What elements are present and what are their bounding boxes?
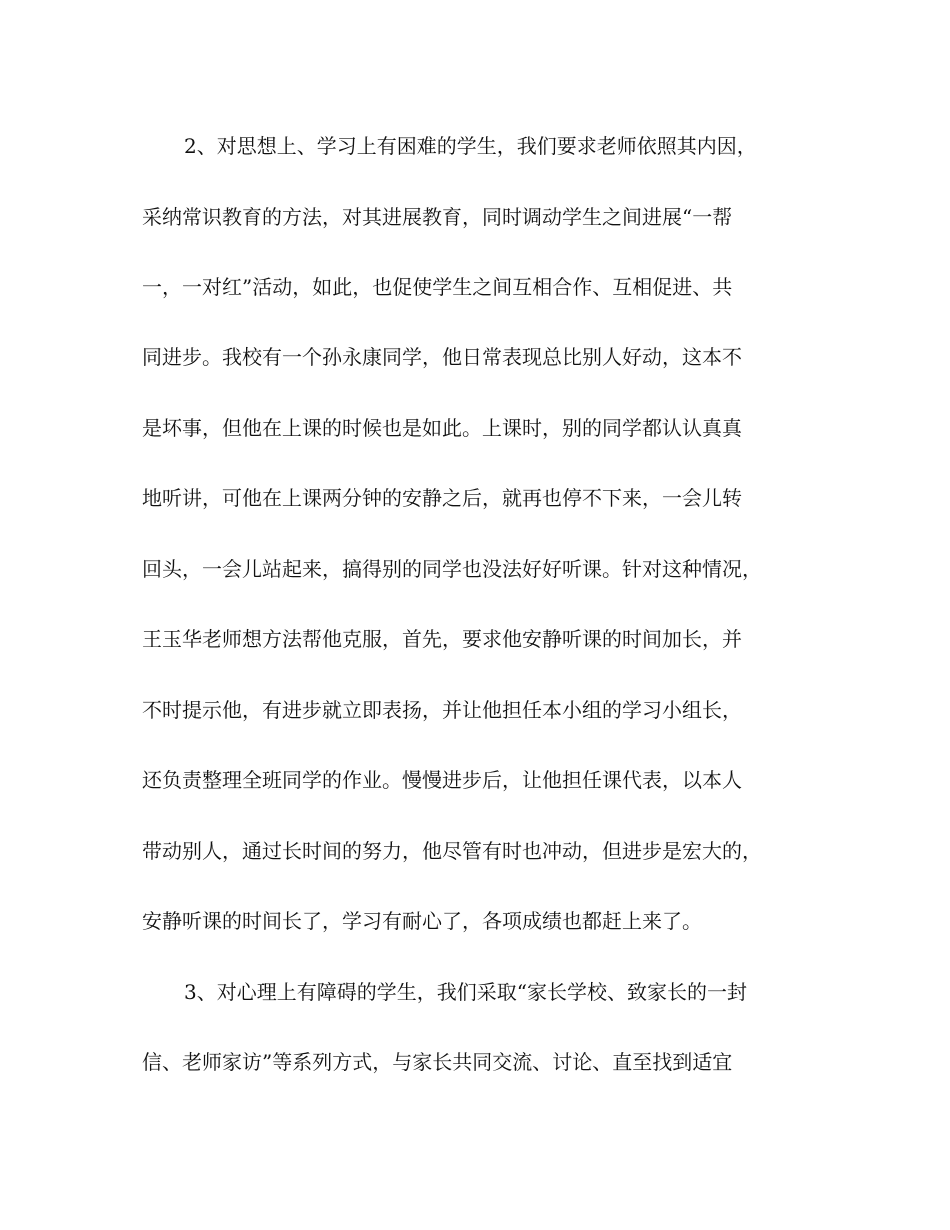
paragraph-2-line-1: 2、对思想上、学习上有困难的学生，我们要求老师依照其内因， <box>184 134 757 158</box>
paragraph-2-line-5: 是坏事，但他在上课的时候也是如此。上课时，别的同学都认认真真 <box>142 416 742 440</box>
paragraph-2-line-9: 不时提示他，有进步就立即表扬，并让他担任本小组的学习小组长， <box>142 698 742 722</box>
paragraph-2-line-3: 一，一对红”活动，如此，也促使学生之间互相合作、互相促进、共 <box>142 275 733 299</box>
paragraph-2-line-4: 同进步。我校有一个孙永康同学，他日常表现总比别人好动，这本不 <box>142 345 742 369</box>
paragraph-2-line-11: 带动别人，通过长时间的努力，他尽管有时也冲动，但进步是宏大的， <box>142 839 762 863</box>
paragraph-2-line-6: 地听讲，可他在上课两分钟的安静之后，就再也停不下来，一会儿转 <box>142 486 742 510</box>
paragraph-2-line-2: 采纳常识教育的方法，对其进展教育，同时调动学生之间进展“一帮 <box>142 205 733 229</box>
paragraph-3-line-2: 信、老师家访”等系列方式，与家长共同交流、讨论、直至找到适宜 <box>142 1050 733 1074</box>
paragraph-3-line-1: 3、对心理上有障碍的学生，我们采取“家长学校、致家长的一封 <box>184 980 747 1004</box>
paragraph-2-line-7: 回头，一会儿站起来，搞得别的同学也没法好好听课。针对这种情况， <box>142 557 762 581</box>
paragraph-2-line-10: 还负责整理全班同学的作业。慢慢进步后，让他担任课代表，以本人 <box>142 768 742 792</box>
paragraph-2-line-8: 王玉华老师想方法帮他克服，首先，要求他安静听课的时间加长，并 <box>142 627 742 651</box>
paragraph-2-line-12: 安静听课的时间长了，学习有耐心了，各项成绩也都赶上来了。 <box>142 909 702 933</box>
